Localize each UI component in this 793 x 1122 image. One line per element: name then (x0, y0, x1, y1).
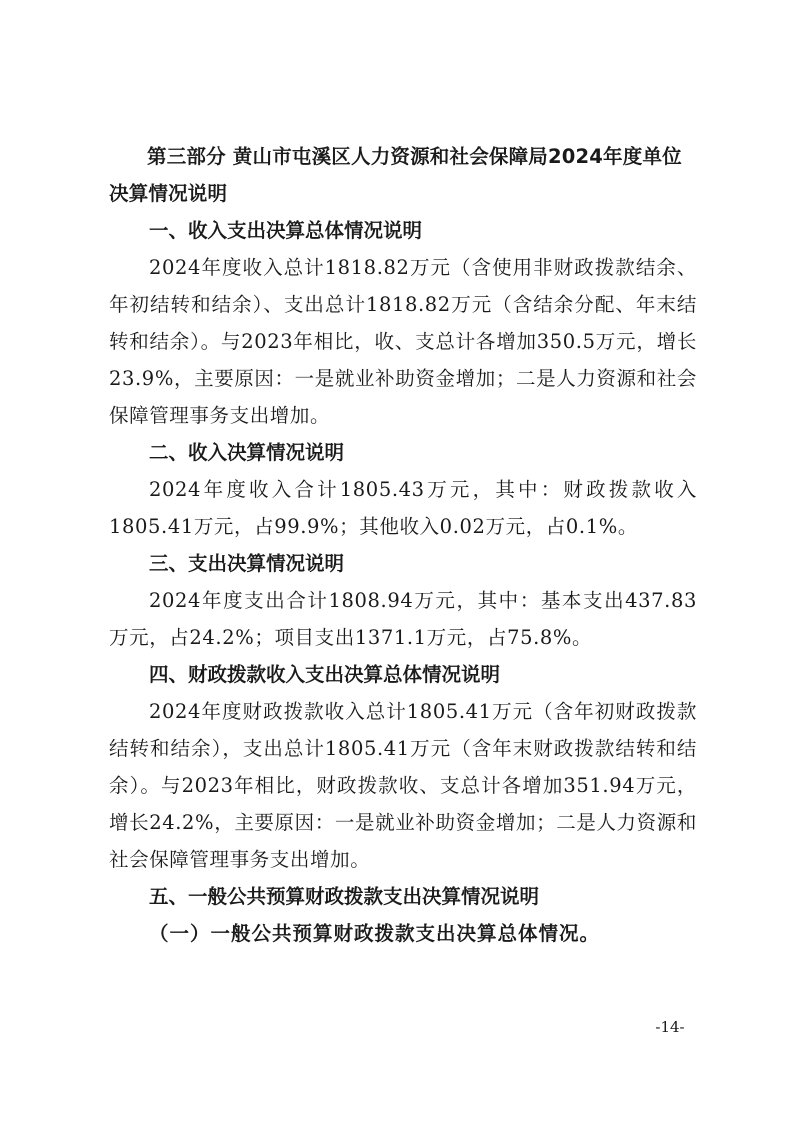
section-heading-2: 二、收入决算情况说明 (149, 441, 345, 464)
subsection-heading: （一）一般公共预算财政拨款支出决算总体情况。 (149, 922, 601, 945)
section-paragraph-2: 2024年度收入合计1805.43万元，其中：财政拨款收入1805.41万元，占99.9%；其他收入0.02万元，占0.1%。 (109, 478, 697, 538)
document-body (109, 138, 697, 952)
section-heading-4: 四、财政拨款收入支出决算总体情况说明 (149, 663, 501, 686)
document-title: 第三部分 黄山市屯溪区人力资源和社会保障局2024年度单位决算情况说明 (109, 145, 682, 205)
section-paragraph-1: 2024年度收入总计1818.82万元（含使用非财政拨款结余、年初结转和结余）、支出总计1818.82万元（含结余分配、年末结转和结余）。与2023年相比，收、支总计各增加350.5万元，增长23.9%，主要原因：一是就业补助资金增加；二是人力资源和社会保障管理事务支出增加。 (109, 256, 697, 427)
section-paragraph-4: 2024年度财政拨款收入总计1805.41万元（含年初财政拨款结转和结余），支出总计1805.41万元（含年末财政拨款结转和结余）。与2023年相比，财政拨款收、支总计各增加351.94万元，增长24.2%，主要原因：一是就业补助资金增加；二是人力资源和社会保障管理事务支出增加。 (109, 700, 697, 871)
section-heading-3: 三、支出决算情况说明 (149, 552, 345, 575)
page-number: -14- (655, 1018, 685, 1036)
section-paragraph-3: 2024年度支出合计1808.94万元，其中：基本支出437.83万元，占24.2%；项目支出1371.1万元，占75.8%。 (109, 589, 697, 649)
section-heading-5: 五、一般公共预算财政拨款支出决算情况说明 (149, 885, 540, 908)
section-heading-1: 一、收入支出决算总体情况说明 (149, 219, 423, 242)
